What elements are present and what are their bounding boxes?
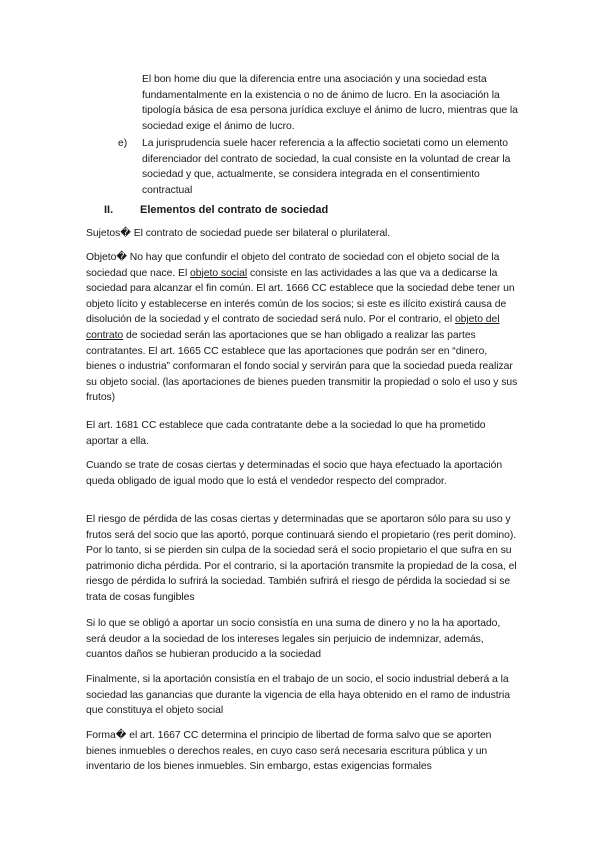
paragraph-cosas-ciertas: Cuando se trate de cosas ciertas y determinadas el socio que haya efectuado la aportación queda obligado de igual modo que lo está el vendedor respecto del comprador. [86, 460, 503, 487]
section-number: II. [104, 204, 114, 216]
objeto-text-2: consiste en las actividades a las que va a dedicarse la sociedad para alcanzar el fin común. El art. 1666 CC establece que la sociedad debe tener un objeto lícito y establecerse en interés común de los socios; si este es ilícito existirá causa de disolución de la sociedad y el contrato de sociedad será nulo. Por el contrario, el [86, 267, 515, 326]
paragraph-forma: Forma� el art. 1667 CC determina el principio de libertad de forma salvo que se aporten bienes inmuebles o derechos reales, en cuyo caso será necesaria escritura pública y un inventario de los bienes inmuebles. Sin embargo, estas exigencias formales [86, 730, 492, 773]
objeto-social-underlined: objeto social [190, 267, 248, 279]
paragraph-dinero: Si lo que se obligó a aportar un socio consistía en una suma de dinero y no la ha aportado, será deudor a la sociedad de los intereses legales sin perjuicio de indemnizar, además, cuantos daños se hubieran producido a la sociedad [86, 618, 501, 661]
paragraph-riesgo: El riesgo de pérdida de las cosas ciertas y determinadas que se aportaron sólo para su uso y frutos será del socio que las aportó, porque continuará siendo el propietario (res perit domino). Por lo tanto, si se pierden sin culpa de la sociedad será el socio propietario el que sufra en su patrimonio dicha pérdida. Por el contrario, si la aportación transmite la propiedad de la cosa, el riesgo de pérdida lo sufrirá la sociedad. También sufrirá el riesgo de pérdida la sociedad si se trata de cosas fungibles [86, 514, 517, 603]
paragraph-art1681: El art. 1681 CC establece que cada contratante debe a la sociedad lo que ha prometido aportar a ella. [86, 420, 486, 447]
objeto-contrato-underlined: objeto del contrato [86, 314, 500, 341]
list-marker: e) [118, 138, 128, 149]
paragraph-industrial: Finalmente, si la aportación consistía en el trabajo de un socio, el socio industrial deberá a la sociedad las ganancias que durante la vigencia de ella haya obtenido en el ramo de industria que constituya el objeto social [86, 674, 511, 717]
paragraph-sujetos: Sujetos� El contrato de sociedad puede ser bilateral o plurilateral. [86, 228, 391, 239]
section-title: Elementos del contrato de sociedad [140, 204, 329, 216]
section-heading [104, 202, 328, 218]
objeto-text-1: Objeto� No hay que confundir el objeto del contrato de sociedad con el objeto social de la sociedad que nace. El [86, 252, 500, 279]
paragraph-objeto [86, 250, 518, 406]
list-item-text: La jurisprudencia suele hacer referencia a la affectio societati como un elemento diferenciador del contrato de sociedad, la cual consiste en la voluntad de crear la sociedad y que, actualmente, se considera integrada en el consentimiento contractual [142, 138, 511, 196]
objeto-text-3: de sociedad serán las aportaciones que se han obligado a realizar las partes contratantes. El art. 1665 CC establece que las aportaciones que podrán ser en “dinero, bienes o industria” conformaran el fondo social y servirán para que la sociedad pueda realizar su objeto social. (las aportaciones de bienes pueden transmitir la propiedad o solo el uso y sus frutos) [86, 329, 518, 404]
intro-paragraph: El bon home diu que la diferencia entre una asociación y una sociedad esta fundamentalmente en la existencia o no de ánimo de lucro. En la asociación la tipología básica de esa persona jurídica excluye el ánimo de lucro, mientras que la sociedad exige el ánimo de lucro. [142, 74, 518, 132]
